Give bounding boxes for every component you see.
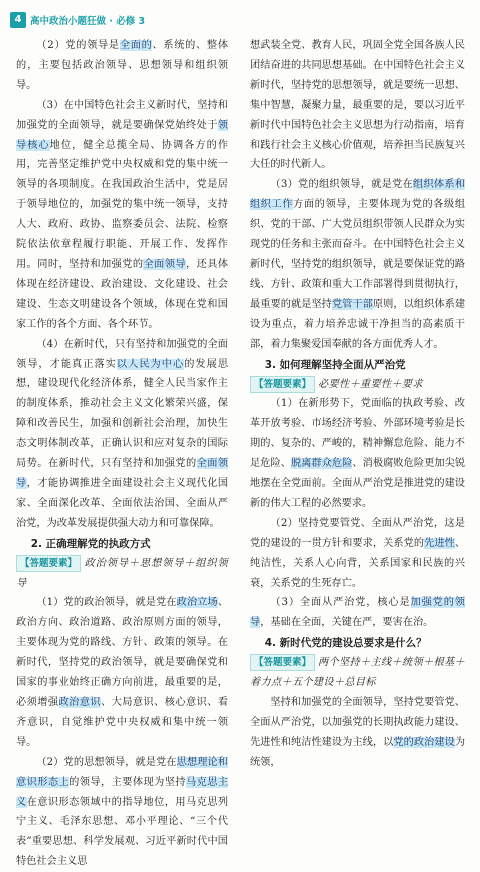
paragraph: （2）坚持党要管党、全面从严治党，这是党的建设的一贯方针和要求，关系党的先进性、纯洁性，关系人心向背，关系国家和民族的兴衰，关系党的生死存亡。 xyxy=(250,517,466,589)
page-header xyxy=(10,11,145,28)
highlight: 政治立场 xyxy=(176,597,218,609)
highlight: 马克思主义 xyxy=(16,776,229,808)
answer-formula: 两个坚持＋主线＋统领＋根基＋着力点＋五个建设＋总目标 xyxy=(250,657,465,689)
answer-elements-line xyxy=(16,554,228,594)
paragraph: （4）在新时代，只有坚持和加强党的全面领导，才能真正落实以人民为中心的发展思想，建设现代化经济体系，健全人民当家作主的制度体系，推动社会主义文化繁荣兴盛，保障和改善民生，加强和创新社会治理，加快生态文明体制改革，正确认识和应对复杂的国际局势。在新时代，只有坚持和加强党的全面领导，才能协调推进全面建设社会主义现代化国家、全面深化改革、全面依法治国、全面从严治党，为改革发展提供强大动力和可靠保障。 xyxy=(16,338,229,529)
highlight: 党管干部 xyxy=(331,298,373,310)
paragraph-continued: 想武装全党、教育人民，巩固全党全国各族人民团结奋进的共同思想基础。在中国特色社会主义新时代，坚持党的思想领导，就是要统一思想、集中智慧，凝聚力量，最重要的是，要以习近平新时代中国特色社会主义思想为行动指南，培育和践行社会主义核心价值观，培养担当民族复兴大任的时代新人。 xyxy=(250,40,465,171)
page-number: 4 xyxy=(10,12,26,28)
highlight: 先进性 xyxy=(424,537,455,549)
highlight: 组织体系和组织工作 xyxy=(250,179,466,211)
answer-elements-line xyxy=(250,375,465,395)
section-heading: 3. 如何理解坚持全面从严治党 xyxy=(264,358,406,371)
paragraph: 坚持和加强党的全面领导，坚持党要管党、全面从严治党，以加强党的长期执政能力建设、先进性和纯洁性建设为主线，以党的政治建设为统领， xyxy=(250,697,466,768)
paragraph: （1）在新形势下，党面临的执政考验、改革开放考验、市场经济考验、外部环境考验是长期的、复杂的、严峻的，精神懈怠危险、能力不足危险、脱离群众危险、消极腐败危险更加尖锐地摆在全党面前。全面从严治党是推进党的建设新的伟大工程的必然要求。 xyxy=(250,398,466,509)
section-heading: 2. 正确理解党的执政方式 xyxy=(30,537,151,550)
book-title: 高中政治小题狂做 · 必修 3 xyxy=(30,15,146,27)
paragraph: （3）全面从严治党，核心是加强党的领导，基础在全面，关键在严，要害在治。 xyxy=(250,597,465,629)
answer-formula: 政治领导＋思想领导＋组织领导 xyxy=(16,557,228,589)
answer-formula: 必要性＋重要性＋要求 xyxy=(318,378,423,390)
highlight: 党的政治建设 xyxy=(393,736,455,748)
highlight: 领导核心 xyxy=(16,119,228,151)
highlight: 全面领导 xyxy=(143,258,186,270)
highlight: 加强党的领导 xyxy=(250,597,465,629)
highlight: 脱离群众危险 xyxy=(290,458,353,470)
answer-elements-tag: 【答题要素】 xyxy=(250,654,315,671)
right-column xyxy=(250,36,465,773)
section-heading: 4. 新时代党的建设总要求是什么？ xyxy=(264,637,427,650)
answer-elements-line xyxy=(250,653,465,693)
highlight: 政治意识 xyxy=(58,697,101,708)
paragraph: （3）党的组织领导，就是党在组织体系和组织工作方面的领导，主要体现为党的各级组织、党的干部、广大党员组织带领人民群众为实现党的任务和主张而奋斗。在中国特色社会主义新时代，坚持党的组织领导，就是要保证党的路线、方针、政策和重大工作部署得到贯彻执行，最重要的就是坚持党管干部原则，以组织体系建设为重点，着力培养忠诚干净担当的高素质干部，着力集聚爱国奉献的各方面优秀人才。 xyxy=(250,179,466,350)
answer-elements-tag: 【答题要素】 xyxy=(250,376,315,393)
paragraph: （2）党的领导是全面的、系统的、整体的，主要包括政治领导、思想领导和组织领导。 xyxy=(16,40,229,91)
answer-elements-tag: 【答题要素】 xyxy=(16,555,81,572)
left-column xyxy=(16,36,228,872)
paragraph: （2）党的思想领导，就是党在思想理论和意识形态上的领导，主要体现为坚持马克思主义在意识形态领域中的指导地位，用马克思列宁主义、毛泽东思想、邓小平理论、“三个代表”重要思想、科学发展观、习近平新时代中国特色社会主义思 xyxy=(16,756,229,868)
paragraph: （3）在中国特色社会主义新时代，坚持和加强党的全面领导，就是要确保党始终处于领导核心地位，健全总揽全局、协调各方的作用，完善坚定维护党中央权威和党的集中统一领导的各项制度。在我国政治生活中，党是居于领导地位的，加强党的集中统一领导，支持人大、政府、政协、监察委员会、法院、检察院依法依章程履行职能、开展工作、发挥作用。同时，坚持和加强党的全面领导，还具体体现在经济建设、政治建设、文化建设、社会建设、生态文明建设各个领域，体现在党和国家工作的各个方面、各个环节。 xyxy=(16,99,229,330)
highlight: 思想理论和意识形态上 xyxy=(16,756,228,788)
highlight: 全面领导 xyxy=(16,458,229,489)
highlight: 全面的 xyxy=(119,40,153,51)
highlight: 以人民为中心 xyxy=(116,358,185,370)
paragraph: （1）党的政治领导，就是党在政治立场、政治方向、政治道路、政治原则方面的领导，主要体现为党的路线、方针、政策的领导。在新时代，坚持党的政治领导，就是要确保党和国家的事业始终正确方向前进，最重要的是，必须增强政治意识、大局意识、核心意识、看齐意识，自觉维护党中央权威和集中统一领导。 xyxy=(16,597,229,748)
